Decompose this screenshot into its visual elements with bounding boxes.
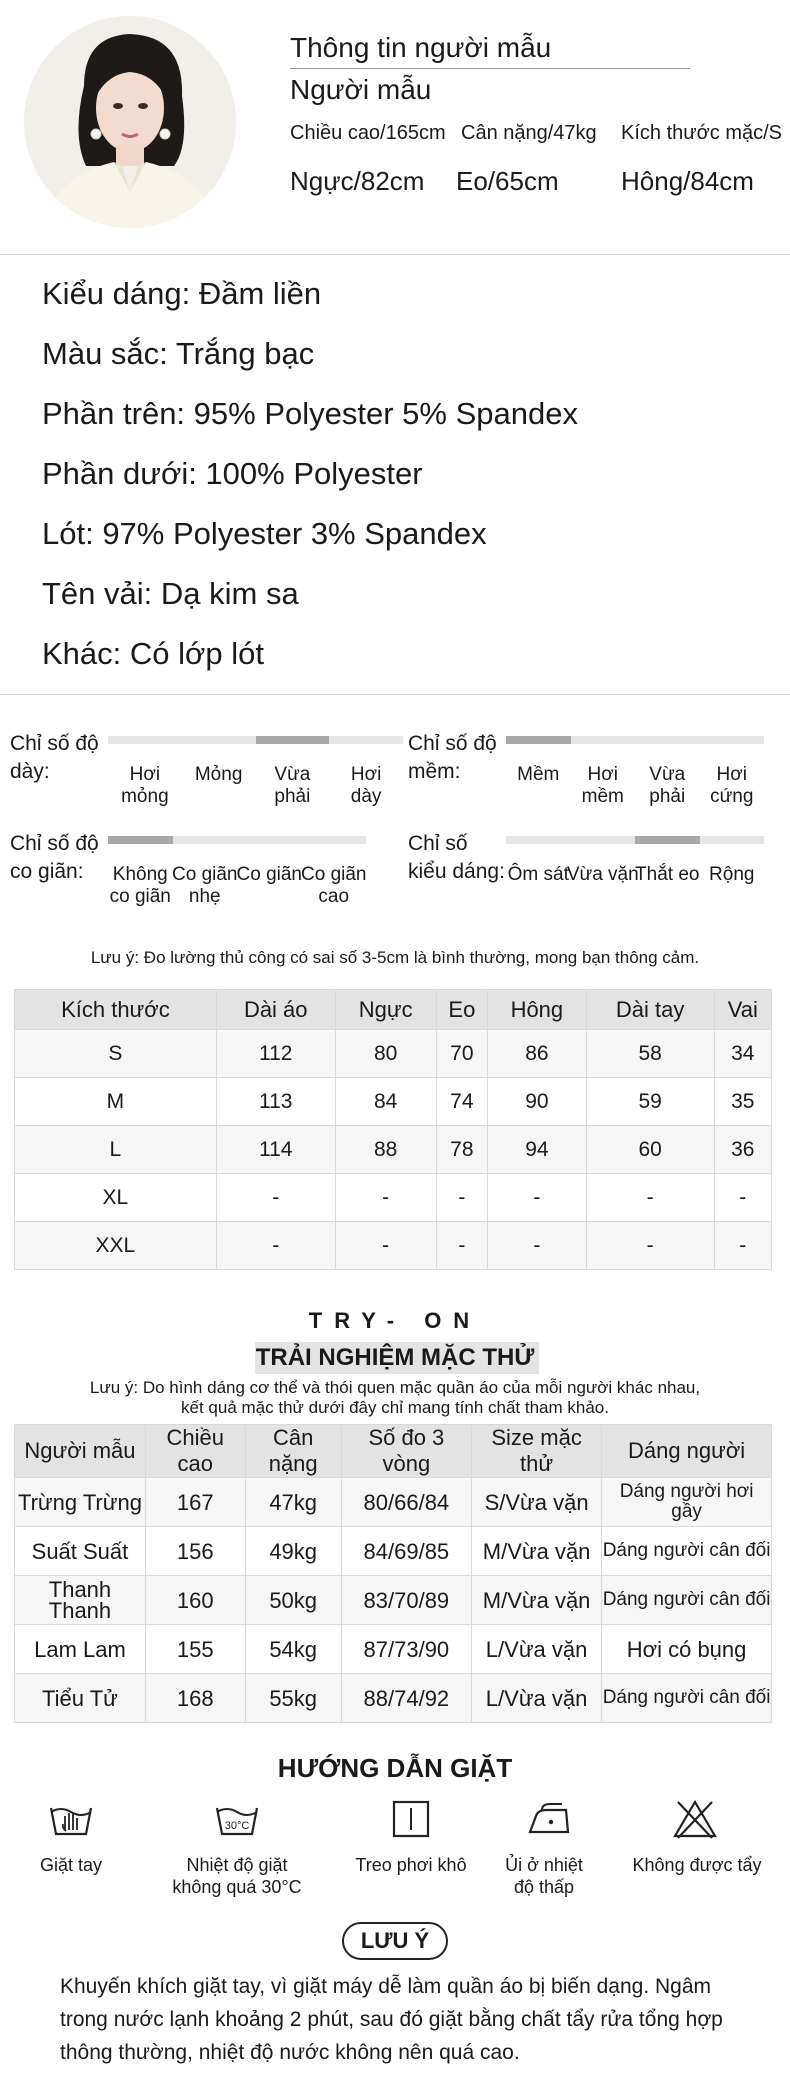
index-option: Không co giãn — [109, 864, 171, 907]
index-option: Hơi mỏng — [121, 764, 169, 807]
notice-text — [60, 1970, 723, 2069]
table-cell: 47kg — [245, 1478, 341, 1527]
attr-lining: Lót: 97% Polyester 3% Spandex — [42, 516, 487, 551]
table-row — [15, 1576, 772, 1625]
table-cell: 113 — [216, 1078, 335, 1126]
model-size: Kích thước mặc/S — [621, 122, 782, 144]
hand-wash-icon — [48, 1798, 94, 1845]
index-option: Mềm — [517, 764, 560, 785]
wash-30-icon — [214, 1798, 260, 1845]
table-cell: - — [335, 1174, 436, 1222]
table-cell: - — [216, 1222, 335, 1270]
table-cell: 59 — [586, 1078, 714, 1126]
table-cell: 168 — [145, 1674, 245, 1723]
table-cell: Dáng người cân đối — [602, 1576, 772, 1625]
table-cell: 112 — [216, 1030, 335, 1078]
attr-bottom-material: Phần dưới: 100% Polyester — [42, 456, 423, 491]
wash-label-temp: Nhiệt độ giặt không quá 30°C — [172, 1855, 302, 1897]
index-bar-selected — [256, 736, 330, 744]
table-cell: 80 — [335, 1030, 436, 1078]
index-bar-selected — [506, 736, 571, 744]
index-bar — [506, 836, 764, 844]
table-cell: Dáng người cân đối — [602, 1527, 772, 1576]
table-cell: 88/74/92 — [341, 1674, 471, 1723]
notice-line: thông thường, nhiệt độ nước không nên quá cao. — [60, 2041, 520, 2064]
table-cell: 155 — [145, 1625, 245, 1674]
index-bar — [108, 736, 403, 744]
table-cell: 58 — [586, 1030, 714, 1078]
table-header: Người mẫu — [15, 1425, 146, 1478]
wash-label-dry: Treo phơi khô — [355, 1855, 467, 1875]
index-option: Ôm sát — [507, 864, 569, 885]
index-bar-selected — [635, 836, 700, 844]
size-note: Lưu ý: Đo lường thủ công có sai số 3-5cm là bình thường, mong bạn thông cảm. — [90, 948, 700, 967]
table-cell: 94 — [488, 1126, 587, 1174]
index-label: Chỉ số kiểu dáng: — [408, 832, 505, 883]
index-option: Vừa phải — [649, 764, 686, 807]
attr-style: Kiểu dáng: Đầm liền — [42, 276, 322, 311]
table-cell: - — [436, 1174, 487, 1222]
table-header: Dáng người — [602, 1425, 772, 1478]
table-cell: 84/69/85 — [341, 1527, 471, 1576]
wash-label-iron: Ủi ở nhiệt độ thấp — [505, 1855, 583, 1897]
wash-label-bleach: Không được tẩy — [632, 1855, 762, 1875]
table-cell: - — [488, 1222, 587, 1270]
table-cell: Lam Lam — [15, 1625, 146, 1674]
table-cell: 86 — [488, 1030, 587, 1078]
table-cell: Dáng người hơi gầy — [602, 1478, 772, 1527]
model-info-title: Thông tin người mẫu — [290, 32, 552, 63]
index-option: Co giãn nhẹ — [172, 864, 238, 907]
table-header: Eo — [436, 990, 487, 1030]
table-cell: M — [15, 1078, 217, 1126]
table-cell: Tiểu Tử — [15, 1674, 146, 1723]
table-cell: 156 — [145, 1527, 245, 1576]
table-cell: 34 — [714, 1030, 771, 1078]
attr-other: Khác: Có lớp lót — [42, 636, 264, 671]
table-row — [15, 1030, 772, 1078]
table-cell: S/Vừa vặn — [472, 1478, 602, 1527]
table-cell: Hơi có bụng — [602, 1625, 772, 1674]
table-cell: 78 — [436, 1126, 487, 1174]
size-table — [14, 989, 772, 1270]
notice-title: LƯU Ý — [360, 1928, 430, 1953]
attr-fabric: Tên vải: Dạ kim sa — [42, 576, 299, 611]
svg-text:30°C: 30°C — [224, 1820, 250, 1832]
table-cell: - — [714, 1174, 771, 1222]
model-weight: Cân nặng/47kg — [461, 122, 597, 144]
table-cell: 114 — [216, 1126, 335, 1174]
table-cell: 160 — [145, 1576, 245, 1625]
table-cell: 55kg — [245, 1674, 341, 1723]
index-bar-selected — [108, 836, 173, 844]
notice-line: trong nước lạnh khoảng 2 phút, sau đó giặt bằng chất tẩy rửa tổng hợp — [60, 2008, 723, 2031]
table-cell: S — [15, 1030, 217, 1078]
try-on-table — [14, 1424, 772, 1723]
try-on-note-2: kết quả mặc thử dưới đây chỉ mang tính chất tham khảo. — [181, 1398, 609, 1417]
table-cell: - — [488, 1174, 587, 1222]
table-cell: 54kg — [245, 1625, 341, 1674]
attr-color: Màu sắc: Trắng bạc — [42, 336, 315, 371]
table-row — [15, 1078, 772, 1126]
index-option: Co giãn cao — [301, 864, 367, 907]
table-cell: XL — [15, 1174, 217, 1222]
index-option: Hơi dày — [350, 764, 382, 807]
table-cell: 35 — [714, 1078, 771, 1126]
model-bust: Ngực/82cm — [290, 166, 425, 196]
table-cell: Suất Suất — [15, 1527, 146, 1576]
table-header: Hông — [488, 990, 587, 1030]
notice-badge — [342, 1922, 448, 1960]
table-cell: Dáng người cân đối — [602, 1674, 772, 1723]
index-option: Vừa vặn — [566, 864, 639, 885]
index-option: Hơi mềm — [581, 764, 624, 807]
index-option: Vừa phải — [274, 764, 311, 807]
table-cell: 88 — [335, 1126, 436, 1174]
index-option: Thắt eo — [635, 864, 700, 885]
table-row — [15, 1222, 772, 1270]
table-cell: - — [586, 1174, 714, 1222]
table-cell: - — [586, 1222, 714, 1270]
model-waist: Eo/65cm — [456, 166, 559, 196]
table-header: Cân nặng — [245, 1425, 341, 1478]
table-cell: M/Vừa vặn — [472, 1576, 602, 1625]
table-cell: 80/66/84 — [341, 1478, 471, 1527]
try-on-heading: TRY- ON — [308, 1308, 482, 1333]
table-cell: L/Vừa vặn — [472, 1674, 602, 1723]
table-cell: Trừng Trừng — [15, 1478, 146, 1527]
table-header: Dài tay — [586, 990, 714, 1030]
section-divider — [0, 254, 790, 255]
try-on-title: TRẢI NGHIỆM MẶC THỬ — [255, 1344, 535, 1371]
try-on-note-1: Lưu ý: Do hình dáng cơ thể và thói quen mặc quần áo của mỗi người khác nhau, — [89, 1378, 701, 1397]
table-header: Kích thước — [15, 990, 217, 1030]
index-label: Chỉ số độ mềm: — [408, 732, 497, 783]
model-info-subtitle: Người mẫu — [290, 74, 432, 105]
index-option: Mỏng — [194, 764, 243, 785]
table-cell: - — [216, 1174, 335, 1222]
model-photo — [24, 16, 236, 228]
table-cell: - — [714, 1222, 771, 1270]
table-cell: 36 — [714, 1126, 771, 1174]
table-row — [15, 1527, 772, 1576]
table-cell: 49kg — [245, 1527, 341, 1576]
table-cell: 167 — [145, 1478, 245, 1527]
index-option: Hơi cứng — [710, 764, 754, 807]
table-cell: - — [436, 1222, 487, 1270]
model-hip: Hông/84cm — [621, 166, 754, 196]
attr-top-material: Phần trên: 95% Polyester 5% Spandex — [42, 396, 578, 431]
table-cell: 74 — [436, 1078, 487, 1126]
table-cell: M/Vừa vặn — [472, 1527, 602, 1576]
table-cell: 90 — [488, 1078, 587, 1126]
table-cell: 87/73/90 — [341, 1625, 471, 1674]
index-label: Chỉ số độ dày: — [10, 732, 99, 783]
table-row — [15, 1625, 772, 1674]
table-row — [15, 1126, 772, 1174]
line-dry-icon — [388, 1798, 434, 1845]
table-header: Dài áo — [216, 990, 335, 1030]
iron-low-icon — [526, 1798, 572, 1845]
section-divider — [0, 694, 790, 695]
divider — [290, 68, 690, 69]
table-header: Size mặc thử — [472, 1425, 602, 1478]
table-cell: - — [335, 1222, 436, 1270]
index-bar — [108, 836, 366, 844]
table-cell: 60 — [586, 1126, 714, 1174]
table-header: Chiều cao — [145, 1425, 245, 1478]
table-row — [15, 1478, 772, 1527]
notice-line: Khuyến khích giặt tay, vì giặt máy dễ làm quần áo bị biến dạng. Ngâm — [60, 1975, 711, 1998]
table-header: Vai — [714, 990, 771, 1030]
index-option: Co giãn — [236, 864, 302, 885]
no-bleach-icon — [672, 1798, 718, 1845]
table-cell: 50kg — [245, 1576, 341, 1625]
table-header: Số đo 3 vòng — [341, 1425, 471, 1478]
index-bar — [506, 736, 764, 744]
table-row — [15, 1674, 772, 1723]
table-header: Ngực — [335, 990, 436, 1030]
table-cell: XXL — [15, 1222, 217, 1270]
index-option: Rộng — [709, 864, 755, 885]
table-cell: L — [15, 1126, 217, 1174]
table-cell: L/Vừa vặn — [472, 1625, 602, 1674]
model-height: Chiều cao/165cm — [290, 122, 446, 144]
table-cell: 83/70/89 — [341, 1576, 471, 1625]
wash-label-hand: Giặt tay — [39, 1855, 103, 1875]
index-label: Chỉ số độ co giãn: — [10, 832, 99, 883]
table-cell: Thanh Thanh — [15, 1576, 146, 1625]
wash-title: HƯỚNG DẪN GIẶT — [277, 1753, 513, 1783]
table-row — [15, 1174, 772, 1222]
table-cell: 70 — [436, 1030, 487, 1078]
table-cell: 84 — [335, 1078, 436, 1126]
